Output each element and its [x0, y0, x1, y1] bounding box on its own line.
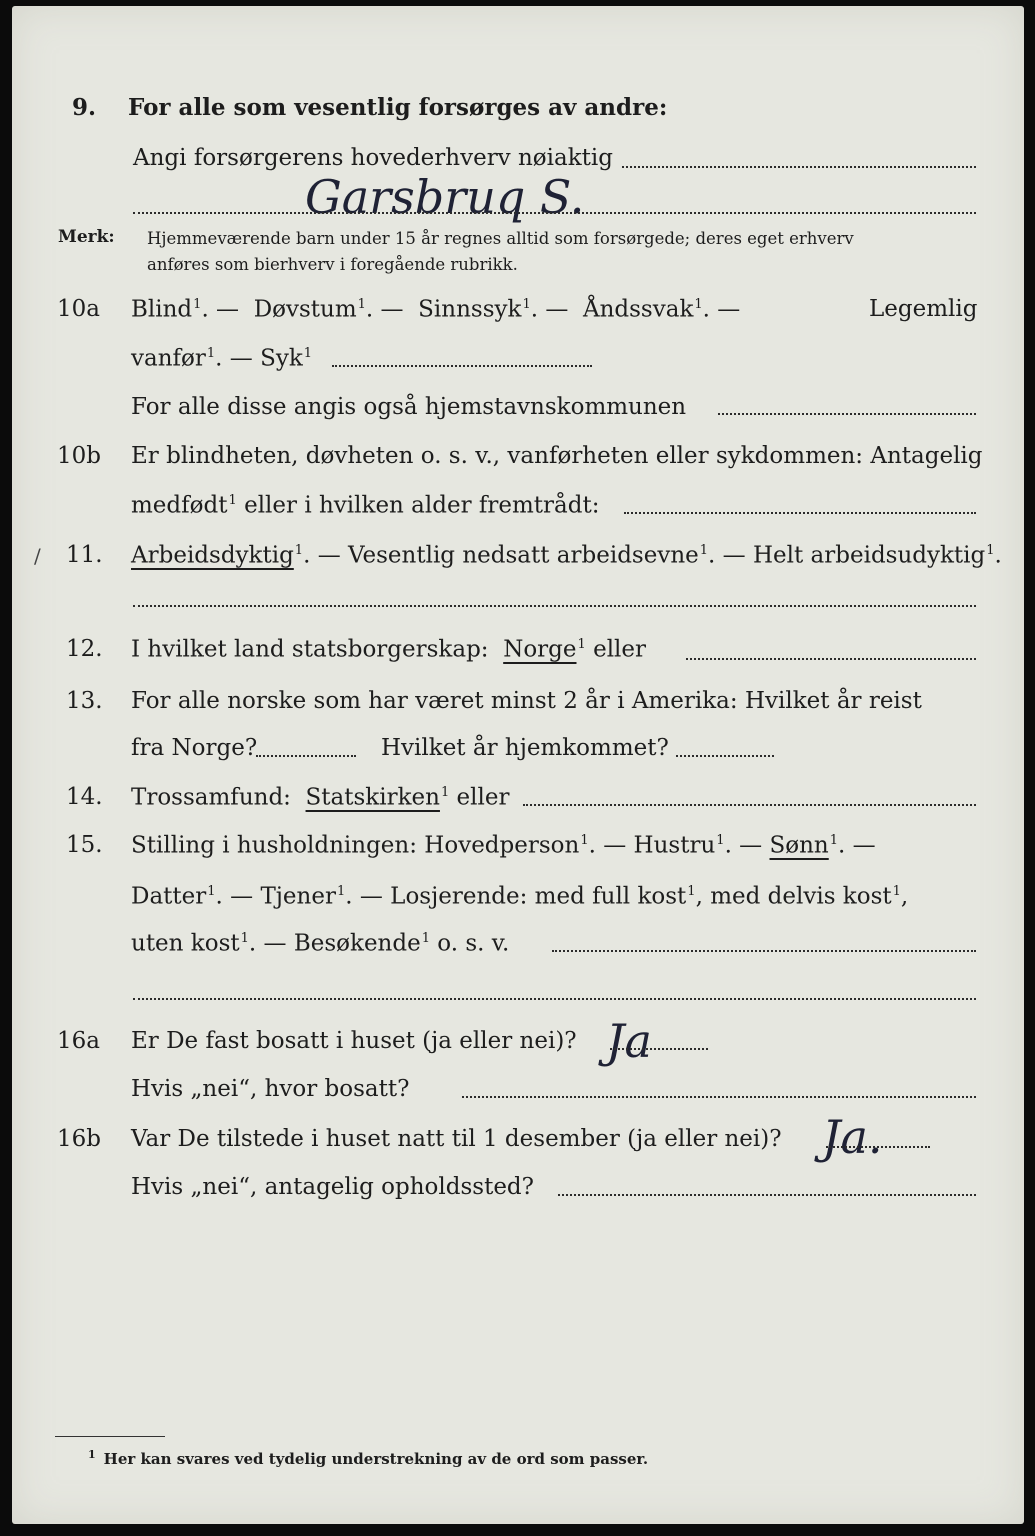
q16b-number: 16b	[57, 1126, 101, 1152]
q13-line1: For alle norske som har været minst 2 år i Amerika: Hvilket år reist	[131, 688, 922, 714]
q10a-hjemstavn: For alle disse angis også hjemstavnskommunen	[131, 394, 687, 420]
footnote-text: Her kan svares ved tydelig understrekning av de ord som passer.	[103, 1450, 649, 1468]
merk-line1: Hjemmeværende barn under 15 år regnes alltid som forsørgede; deres eget erhverv	[147, 229, 854, 248]
q15-answer-line-2	[133, 998, 976, 1000]
q9-answer-line-1	[622, 166, 976, 168]
q13-reist: fra Norge?	[131, 735, 258, 761]
q16b-answer-line	[826, 1146, 930, 1148]
q10b-number: 10b	[57, 443, 101, 469]
q15-answer-line-1	[552, 950, 976, 952]
q12-text: I hvilket land statsborgerskap:	[131, 636, 489, 663]
q10a-hjemstavn-line	[718, 413, 976, 415]
q10b-line2: eller i hvilken alder fremtrådt:	[236, 492, 600, 519]
footnote-rule	[55, 1436, 165, 1437]
q16a-line2: Hvis „nei“, hvor bosatt?	[131, 1076, 410, 1102]
merk-line2: anføres som bierhverv i foregående rubrikk.	[147, 255, 518, 274]
q11-margin-mark: /	[34, 544, 41, 568]
opt-medfodt: medfødt	[131, 492, 228, 519]
opt-syk: Syk	[260, 345, 303, 372]
opt-norge: Norge	[503, 636, 577, 663]
q16b-opholdssted-line	[558, 1194, 976, 1196]
opt-blind: Blind	[131, 296, 193, 323]
q10a-answer-line	[332, 365, 592, 367]
opt-legemlig: Legemlig	[869, 296, 978, 322]
footnote	[88, 1448, 648, 1468]
q12-answer-line	[686, 658, 976, 660]
q16a-number: 16a	[57, 1028, 100, 1054]
opt-vanfor: vanfør	[131, 345, 206, 372]
q9-instruction: Angi forsørgerens hovederhverv nøiaktig	[133, 145, 613, 171]
q16b-handwritten-answer: Ja.	[822, 1110, 883, 1164]
q10a-number: 10a	[57, 296, 100, 322]
q9-answer-line-2	[133, 212, 976, 214]
q11-number: 11.	[66, 542, 103, 568]
q9-handwritten-answer: Garsbruq S.	[305, 170, 585, 224]
q10b-line1: Er blindheten, døvheten o. s. v., vanførheten eller sykdommen: Antagelig	[131, 443, 983, 469]
opt-sonn: Sønn	[769, 832, 829, 859]
merk-note	[58, 229, 115, 246]
q12-number: 12.	[66, 636, 103, 662]
q11-answer-line	[133, 605, 976, 607]
q14-text: Trossamfund:	[131, 784, 291, 811]
q13-hjemkommet: Hvilket år hjemkommet?	[381, 735, 669, 761]
opt-andssvak: Åndssvak	[582, 296, 694, 323]
q14-number: 14.	[66, 784, 103, 810]
opt-arbeidsdyktig: Arbeidsdyktig	[131, 542, 294, 569]
opt-statskirken: Statskirken	[305, 784, 440, 811]
q16a-answer-line	[610, 1048, 708, 1050]
q15-number: 15.	[66, 832, 103, 858]
q16b-line2: Hvis „nei“, antagelig opholdssted?	[131, 1174, 534, 1200]
opt-dovstum: Døvstum	[253, 296, 357, 323]
q14-answer-line	[523, 804, 976, 806]
q13-number: 13.	[66, 688, 103, 714]
q13-reist-line	[256, 755, 356, 757]
q13-hjemkommet-line	[676, 755, 774, 757]
q16b-line1: Var De tilstede i huset natt til 1 desember (ja eller nei)?	[131, 1126, 782, 1152]
q16a-bosatt-line	[462, 1096, 976, 1098]
opt-sinnssyk: Sinnssyk	[418, 296, 522, 323]
q16a-line1: Er De fast bosatt i huset (ja eller nei)?	[131, 1028, 577, 1054]
q9-number: 9.	[72, 94, 97, 121]
q9-title: For alle som vesentlig forsørges av andre:	[128, 94, 668, 121]
footnote-marker: 1	[88, 1448, 96, 1461]
q16a-handwritten-answer: Ja	[606, 1014, 652, 1068]
q10b-answer-line	[624, 512, 976, 514]
merk-label: Merk:	[58, 227, 115, 247]
